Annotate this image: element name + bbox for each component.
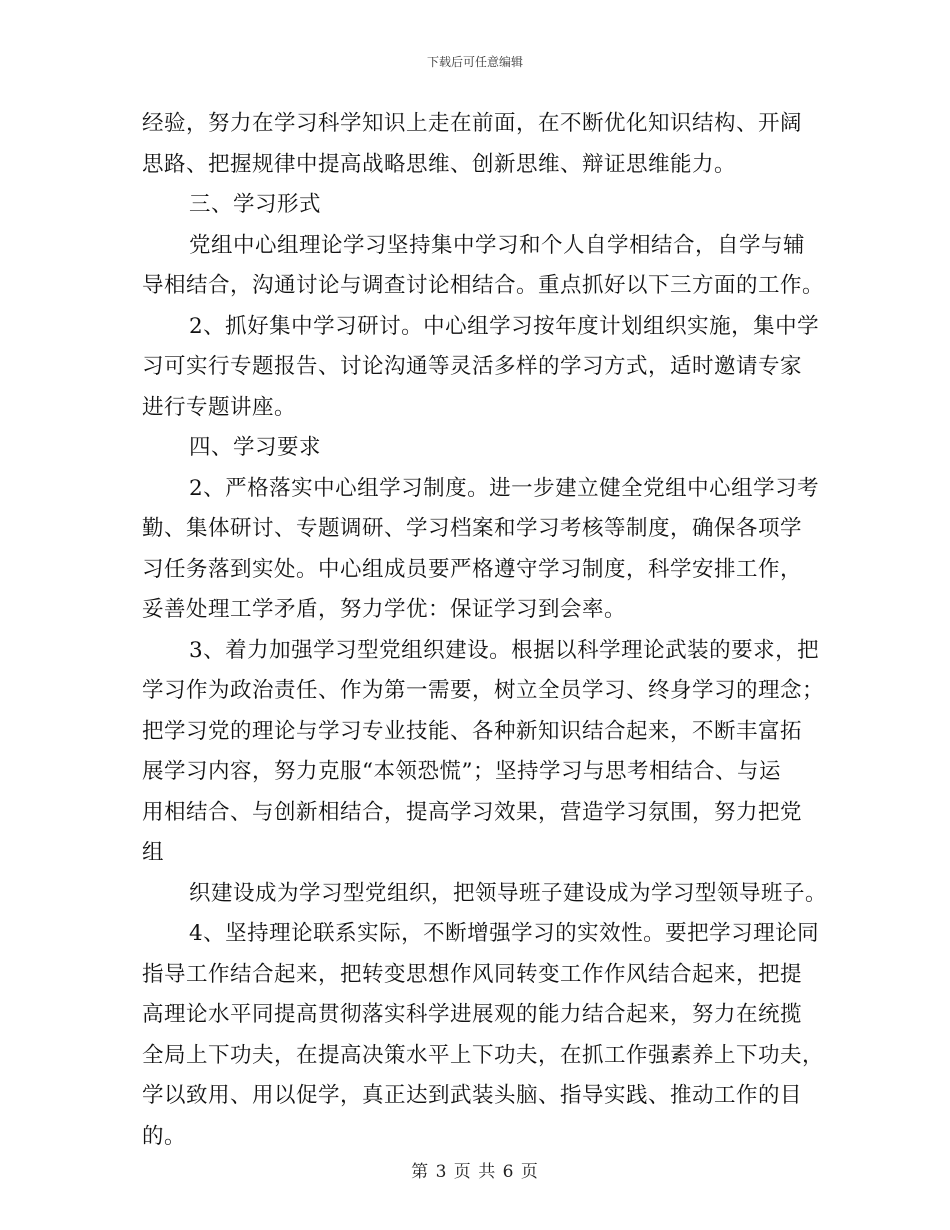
text-line: 三、学习形式 [189, 192, 322, 217]
text-line: 学以致用、用以促学，真正达到武装头脑、指导实践、推动工作的目 [142, 1083, 803, 1108]
text-line: 勤、集体研讨、专题调研、学习档案和学习考核等制度，确保各项学 [142, 516, 803, 541]
text-line: 四、学习要求 [189, 435, 322, 460]
text-line: 妥善处理工学矛盾，努力学优：保证学习到会率。 [142, 597, 627, 622]
text-line: 导相结合，沟通讨论与调查讨论相结合。重点抓好以下三方面的工作。 [142, 273, 825, 298]
text-line: 学习作为政治责任、作为第一需要，树立全员学习、终身学习的理念； [142, 678, 825, 703]
text-line: 展学习内容，努力克服“本领恐慌”；坚持学习与思考相结合、与运 [142, 759, 781, 784]
text-line: 高理论水平同提高贯彻落实科学进展观的能力结合起来，努力在统揽 [142, 1002, 803, 1027]
text-line: 织建设成为学习型党组织，把领导班子建设成为学习型领导班子。 [189, 880, 828, 906]
text-line: 全局上下功夫，在提高决策水平上下功夫，在抓工作强素养上下功夫， [142, 1042, 825, 1068]
page-header: 下载后可任意编辑 [426, 55, 523, 69]
text-line: 3、着力加强学习型党组织建设。根据以科学理论武装的要求，把 [189, 637, 820, 663]
page-footer: 第 3 页 共 6 页 [411, 1162, 539, 1182]
text-line: 党组中心组理论学习坚持集中学习和个人自学相结合，自学与辅 [189, 232, 806, 258]
text-line: 组 [142, 840, 165, 865]
text-line: 进行专题讲座。 [142, 394, 297, 420]
text-line: 的。 [142, 1123, 187, 1149]
text-line: 4、坚持理论联系实际，不断增强学习的实效性。要把学习理论同 [189, 921, 820, 946]
text-line: 指导工作结合起来，把转变思想作风同转变工作作风结合起来，把提 [142, 961, 803, 987]
document-body [142, 104, 828, 1157]
text-line: 经验，努力在学习科学知识上走在前面，在不断优化知识结构、开阔 [142, 111, 803, 136]
text-line: 习任务落到实处。中心组成员要严格遵守学习制度，科学安排工作， [142, 556, 803, 582]
text-line: 把学习党的理论与学习专业技能、各种新知识结合起来，不断丰富拓 [142, 718, 803, 744]
text-line: 思路、把握规律中提高战略思维、创新思维、辩证思维能力。 [142, 151, 737, 177]
text-line: 2、严格落实中心组学习制度。进一步建立健全党组中心组学习考 [189, 475, 820, 501]
text-line: 2、抓好集中学习研讨。中心组学习按年度计划组织实施，集中学 [189, 313, 820, 339]
text-line: 用相结合、与创新相结合，提高学习效果，营造学习氛围，努力把党 [142, 799, 803, 825]
text-line: 习可实行专题报告、讨论沟通等灵活多样的学习方式，适时邀请专家 [142, 354, 803, 379]
